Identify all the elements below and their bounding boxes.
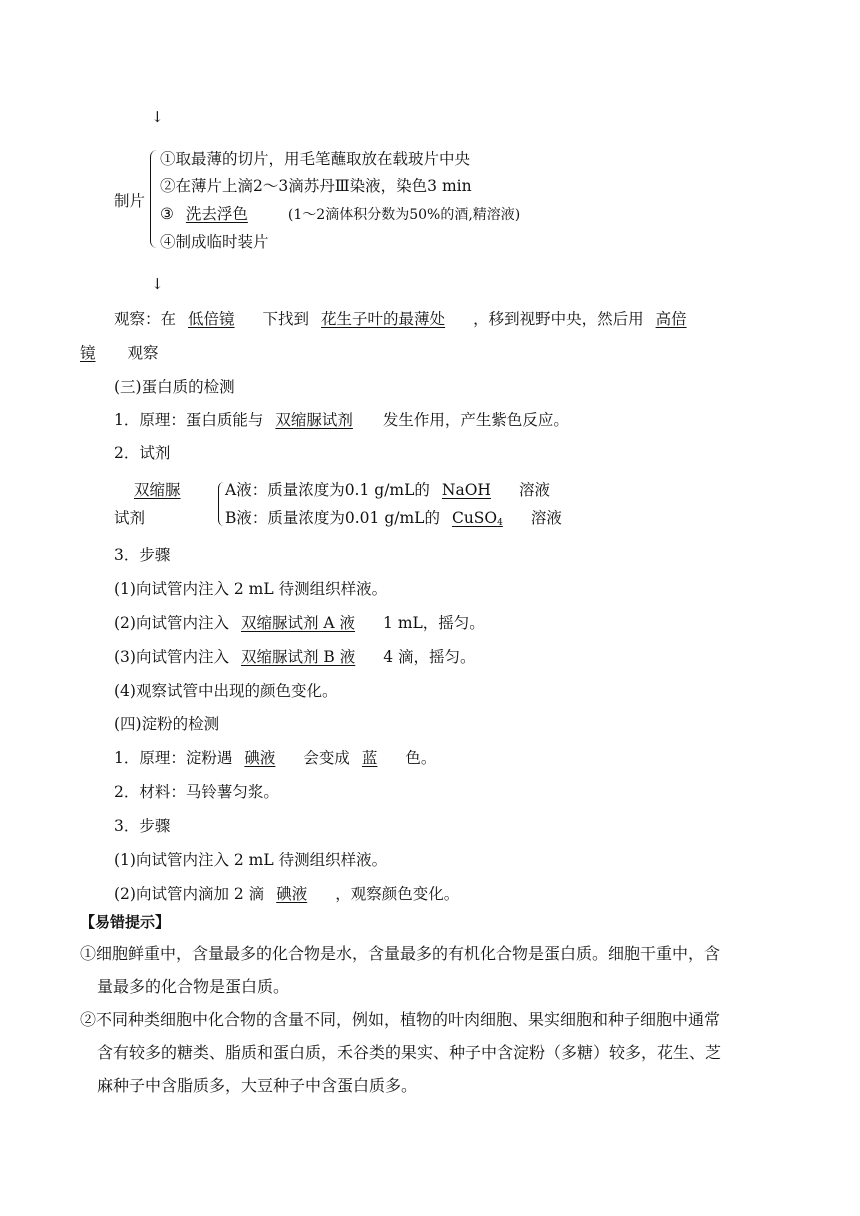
slide-step-2: ②在薄片上滴2～3滴苏丹Ⅲ染液，染色3 min [160,177,472,195]
observe-answer-3b: 镜 [80,344,96,362]
reagent-name-answer: 双缩脲 [134,481,181,499]
reagent-name-line-2: 试剂 [114,509,146,527]
observe-line-1: 观察：在 低倍镜 下找到 花生子叶的最薄处 ，移到视野中央，然后用 高倍 [114,310,687,328]
protein-principle: 1．原理：蛋白质能与 双缩脲试剂 发生作用，产生紫色反应。 [114,411,569,429]
reagent-name-line-1 [114,480,211,500]
tip-1-line-2: 量最多的化合物是蛋白质。 [97,977,290,996]
slide-brace [150,150,157,248]
down-arrow-icon: ↓ [151,275,164,293]
slide-step-3 [160,204,520,225]
starch-steps-heading: 3．步骤 [114,817,171,835]
solution-b: B液：质量浓度为0.01 g/mL的 CuSO$_4$ 溶液 [225,508,562,533]
tips-heading: 【易错提示】 [80,913,171,931]
slide-step-3-note: (1～2滴体积分数为50%的酒,精溶液) [287,207,521,223]
tip-2-line-1: ②不同种类细胞中化合物的含量不同，例如，植物的叶肉细胞、果实细胞和种子细胞中通常 [80,1010,721,1029]
protein-steps-heading: 3．步骤 [114,546,171,564]
starch-heading: (四)淀粉的检测 [114,715,220,733]
protein-step-3-answer: 双缩脲试剂 B 液 [240,648,356,666]
slide-step-3-prefix: ③ [160,205,174,223]
starch-step-1: (1)向试管内注入 2 mL 待测组织样液。 [114,851,388,869]
solution-b-answer: CuSO$_4$ [451,509,503,528]
solution-a: A液：质量浓度为0.1 g/mL的 NaOH 溶液 [225,481,550,499]
starch-step-2-answer: 碘液 [276,885,308,903]
slide-step-3-answer: 洗去浮色 [185,205,248,223]
observe-answer-1: 低倍镜 [188,310,235,328]
reagent-heading: 2．试剂 [114,444,171,462]
slide-step-4: ④制成临时装片 [160,233,269,251]
solution-a-answer: NaOH [441,481,491,499]
starch-principle: 1．原理：淀粉遇 碘液 会变成 蓝 色。 [114,749,437,767]
starch-material: 2．材料：马铃薯匀浆。 [114,783,279,801]
slide-step-1: ①取最薄的切片，用毛笔蘸取放在载玻片中央 [160,150,471,168]
starch-principle-answer-1: 碘液 [244,749,276,767]
tip-2-line-2: 含有较多的糖类、脂质和蛋白质，禾谷类的果实、种子中含淀粉（多糖）较多，花生、芝 [97,1043,722,1062]
protein-step-4: (4)观察试管中出现的颜色变化。 [114,682,338,700]
down-arrow-icon: ↓ [151,108,164,126]
starch-step-2: (2)向试管内滴加 2 滴 碘液 ，观察颜色变化。 [114,885,460,903]
slide-label: 制片 [114,192,146,210]
protein-step-2: (2)向试管内注入 双缩脲试剂 A 液 1 mL，摇匀。 [114,614,485,632]
protein-step-3: (3)向试管内注入 双缩脲试剂 B 液 4 滴，摇匀。 [114,648,476,666]
observe-line-2: 镜 观察 [80,344,159,362]
tip-1-line-1: ①细胞鲜重中，含量最多的化合物是水，含量最多的有机化合物是蛋白质。细胞干重中，含 [80,944,721,963]
observe-answer-2: 花生子叶的最薄处 [321,310,446,328]
tip-2-line-3: 麻种子中含脂质多，大豆种子中含蛋白质多。 [97,1076,418,1095]
starch-principle-answer-2: 蓝 [361,749,378,767]
reagent-brace [218,482,224,526]
protein-step-1: (1)向试管内注入 2 mL 待测组织样液。 [114,580,388,598]
protein-principle-answer: 双缩脲试剂 [275,411,353,429]
protein-step-2-answer: 双缩脲试剂 A 液 [240,614,356,632]
protein-heading: (三)蛋白质的检测 [114,378,235,396]
observe-answer-3a: 高倍 [655,310,687,328]
